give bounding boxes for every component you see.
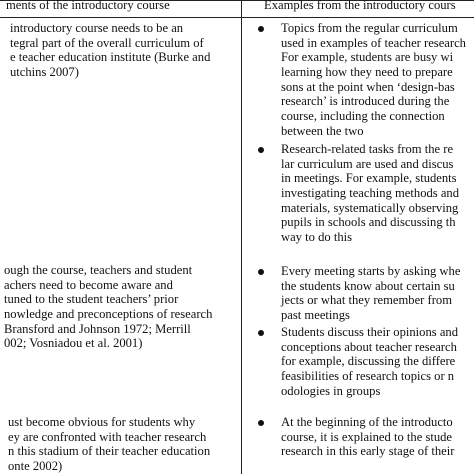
bullet-icon: [258, 26, 264, 32]
column-header-elements: ments of the introductory course: [6, 0, 170, 12]
bullet-icon: [258, 269, 264, 275]
row1-example-1: Topics from the regular curriculum used in examples of teacher research For example, students are busy wi learning how they need to prepare sons at the point when ‘design-bas research’ is introduced during the course, including the connection between the two: [281, 21, 466, 138]
bullet-icon: [258, 147, 264, 153]
row3-example-1: At the beginning of the introducto course, it is explained to the stude research in this early stage of their: [281, 415, 455, 459]
header-bottom-rule: [0, 17, 474, 18]
row1-element-text: introductory course needs to be an tegral part of the overall curriculum of e teacher education institute (Burke and utchins 2007): [10, 21, 211, 80]
row2-element-text: ough the course, teachers and student achers need to become aware and tuned to the student teachers’ prior nowledge and preconceptions of research Bransford and Johnson 1972; Merrill 002; Vosniadou et al. 2001): [4, 263, 213, 351]
bullet-icon: [258, 330, 264, 336]
row1-example-2: Research-related tasks from the re lar curriculum are used and discus in meetings. For example, students investigating teaching methods and materials, systematically observing pupils in schools and discussing th way to do this: [281, 142, 460, 245]
column-divider: [241, 0, 242, 474]
row2-example-1: Every meeting starts by asking whe the students know about certain su jects or what they remember from past meetings: [281, 264, 461, 323]
row3-element-text: ust become obvious for students why ey are confronted with teacher research n this stadium of their teacher education onte 2002): [8, 415, 211, 474]
column-header-examples: Examples from the introductory cours: [264, 0, 456, 12]
bullet-icon: [258, 420, 264, 426]
row2-example-2: Students discuss their opinions and conceptions about teacher research for example, discussing the differe feasibilities of research topics or n odologies in groups: [281, 325, 459, 398]
